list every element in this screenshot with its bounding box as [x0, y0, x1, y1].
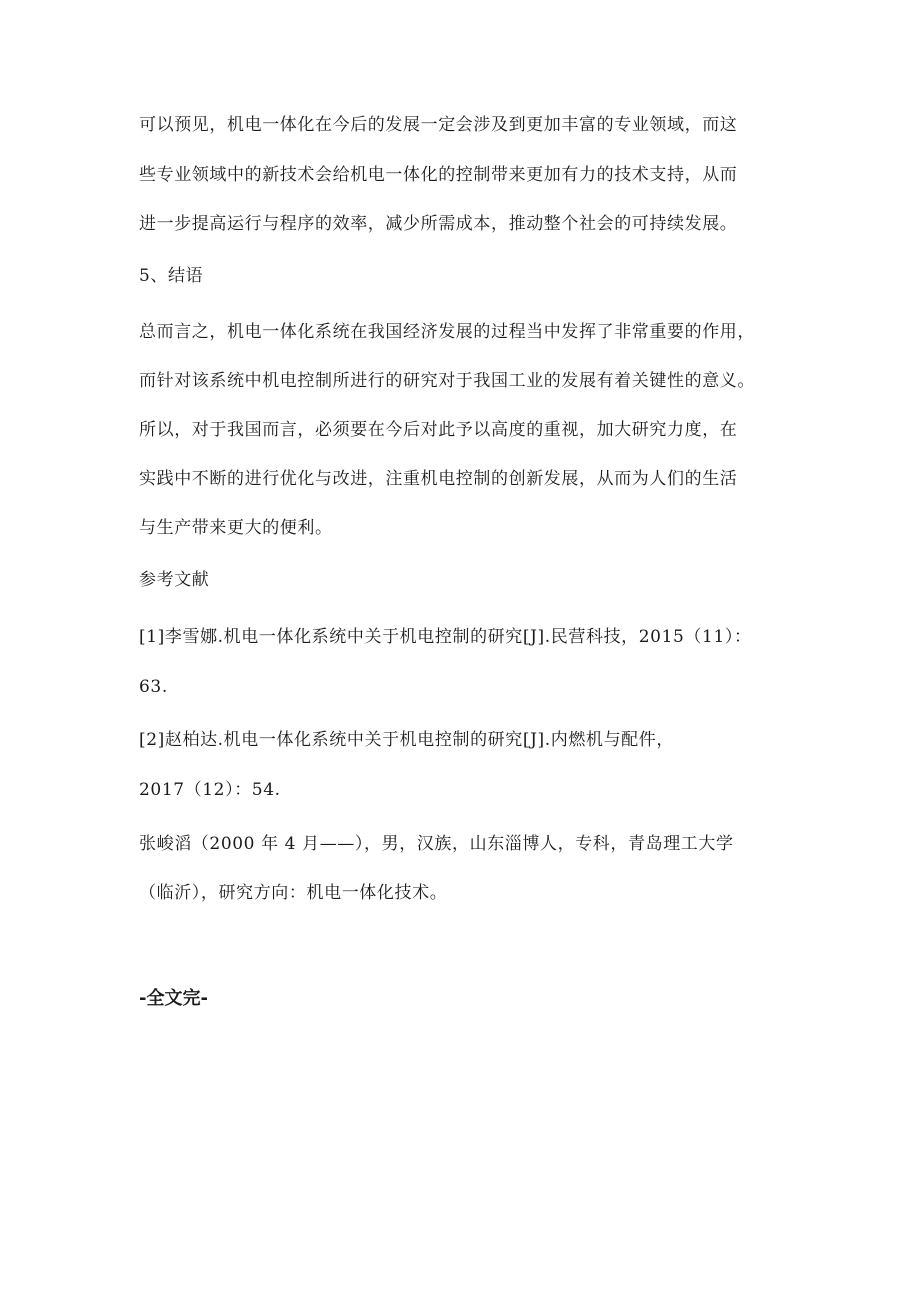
paragraph-1-line-3: 进一步提高运行与程序的效率，减少所需成本，推动整个社会的可持续发展。 — [139, 214, 738, 234]
author-bio-line-2: （临沂），研究方向：机电一体化技术。 — [139, 883, 448, 903]
paragraph-2-line-5: 与生产带来更大的便利。 — [139, 518, 333, 538]
paragraph-2-line-2: 而针对该系统中机电控制所进行的研究对于我国工业的发展有着关键性的意义。 — [139, 371, 755, 391]
paragraph-1-line-2: 些专业领域中的新技术会给机电一体化的控制带来更加有力的技术支持，从而 — [139, 165, 738, 185]
end-of-text-mark: -全文完- — [139, 988, 208, 1009]
section-heading-conclusion: 5、结语 — [139, 266, 204, 286]
reference-1-line-2: 63. — [139, 677, 168, 697]
reference-1-line-1: [1]李雪娜.机电一体化系统中关于机电控制的研究[J].民营科技，2015（11）： — [139, 627, 752, 647]
paragraph-2-line-3: 所以，对于我国而言，必须要在今后对此予以高度的重视，加大研究力度，在 — [139, 420, 738, 440]
reference-2-line-2: 2017（12）：54. — [139, 780, 281, 800]
author-bio-line-1: 张峻滔（2000 年 4 月——），男，汉族，山东淄博人，专科，青岛理工大学 — [139, 834, 734, 854]
paragraph-2-line-1: 总而言之，机电一体化系统在我国经济发展的过程当中发挥了非常重要的作用， — [139, 322, 755, 342]
paragraph-2-line-4: 实践中不断的进行优化与改进，注重机电控制的创新发展，从而为人们的生活 — [139, 469, 738, 489]
paragraph-1-line-1: 可以预见，机电一体化在今后的发展一定会涉及到更加丰富的专业领域，而这 — [139, 115, 738, 135]
references-heading: 参考文献 — [139, 570, 210, 590]
reference-2-line-1: [2]赵柏达.机电一体化系统中关于机电控制的研究[J].内燃机与配件， — [139, 730, 674, 750]
